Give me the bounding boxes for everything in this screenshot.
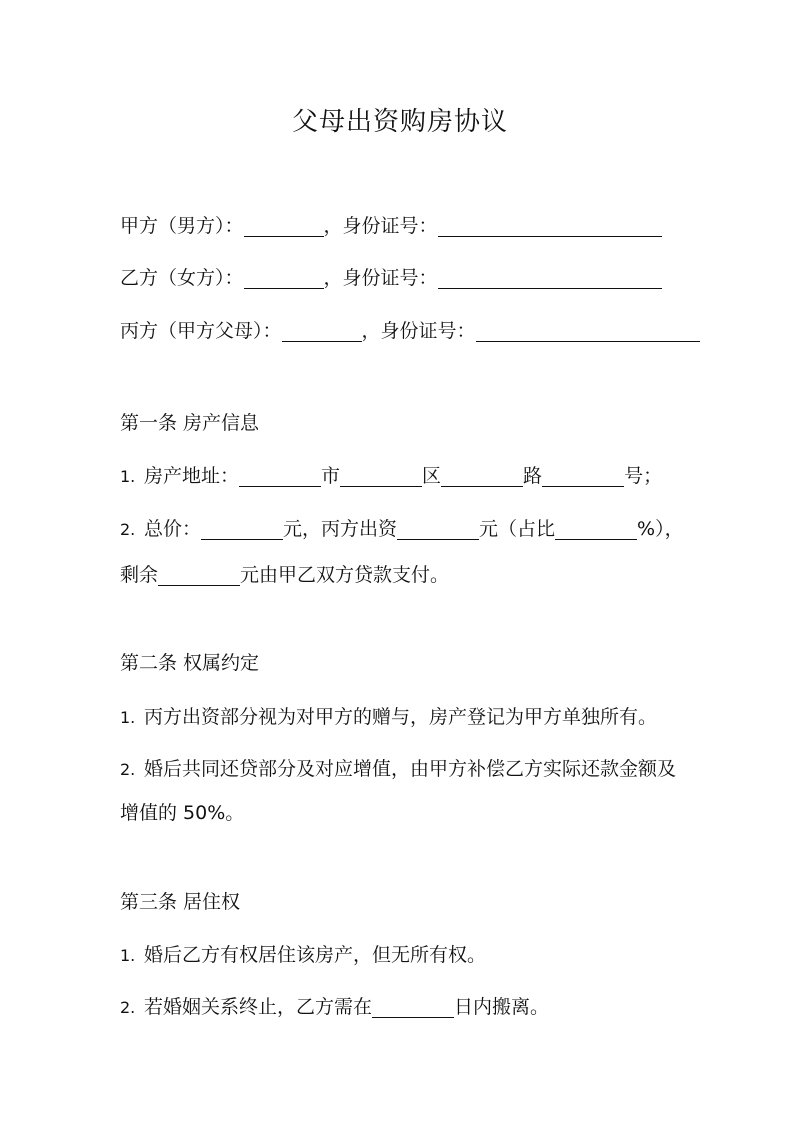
total-price-label: 总价：	[144, 518, 202, 540]
party-b-label: 乙方（女方）：	[120, 267, 244, 289]
article1-item2-cont	[120, 562, 690, 588]
number-label: 号；	[624, 465, 663, 487]
party-c-id-blank[interactable]	[476, 321, 700, 342]
district-label: 区	[422, 465, 442, 487]
clause-text: 丙方出资部分视为对甲方的赠与，房产登记为甲方单独所有。	[144, 706, 658, 728]
contribution-label: 元，丙方出资	[283, 518, 398, 540]
item-number: 1.	[120, 467, 136, 486]
article3-item2	[120, 994, 690, 1021]
article1-heading: 第一条 房产信息	[120, 412, 260, 434]
item-number: 1.	[120, 708, 136, 727]
party-c-line	[120, 318, 690, 344]
road-blank[interactable]	[441, 466, 523, 487]
remaining-blank[interactable]	[158, 565, 240, 586]
article2-item2-cont: 增值的 50%。	[120, 802, 245, 824]
party-a-label: 甲方（男方）：	[120, 215, 244, 237]
party-c-name-blank[interactable]	[282, 321, 362, 342]
document-title: 父母出资购房协议	[291, 107, 508, 137]
number-blank[interactable]	[542, 466, 624, 487]
loan-text: 元由甲乙双方贷款支付。	[240, 564, 450, 586]
city-label: 市	[321, 465, 341, 487]
item-number: 2.	[120, 998, 136, 1017]
party-c-label: 丙方（甲方父母）：	[120, 320, 282, 342]
road-label: 路	[523, 465, 543, 487]
remaining-label: 剩余	[120, 564, 159, 586]
article3-item1	[120, 942, 690, 969]
district-blank[interactable]	[340, 466, 422, 487]
item-number: 2.	[120, 760, 136, 779]
percent-label: %），	[637, 518, 684, 540]
address-label: 房产地址：	[144, 465, 240, 487]
party-b-id-label: ，身份证号：	[323, 267, 438, 289]
party-a-name-blank[interactable]	[244, 216, 324, 237]
days-blank[interactable]	[372, 997, 454, 1018]
city-blank[interactable]	[239, 466, 321, 487]
article2-item1	[120, 704, 690, 731]
article3-heading: 第三条 居住权	[120, 891, 241, 913]
total-price-blank[interactable]	[201, 519, 283, 540]
party-b-name-blank[interactable]	[244, 268, 324, 289]
move-out-text: 日内搬离。	[454, 996, 550, 1018]
clause-text: 婚后乙方有权居住该房产，但无所有权。	[144, 944, 487, 966]
clause-text: 婚后共同还贷部分及对应增值，由甲方补偿乙方实际还款金额及	[144, 758, 677, 780]
party-a-id-label: ，身份证号：	[323, 215, 438, 237]
ratio-blank[interactable]	[555, 519, 637, 540]
item-number: 2.	[120, 520, 136, 539]
item-number: 1.	[120, 946, 136, 965]
article2-heading: 第二条 权属约定	[120, 652, 260, 674]
article1-item2	[120, 516, 690, 543]
party-c-id-label: ，身份证号：	[361, 320, 476, 342]
party-b-line	[120, 265, 690, 291]
article1-item1	[120, 463, 690, 490]
clause-text: 若婚姻关系终止，乙方需在	[144, 996, 373, 1018]
party-a-line	[120, 213, 690, 239]
party-a-id-blank[interactable]	[438, 216, 662, 237]
ratio-label: 元（占比	[479, 518, 556, 540]
party-b-id-blank[interactable]	[438, 268, 662, 289]
contribution-blank[interactable]	[397, 519, 479, 540]
article2-item2	[120, 756, 690, 783]
